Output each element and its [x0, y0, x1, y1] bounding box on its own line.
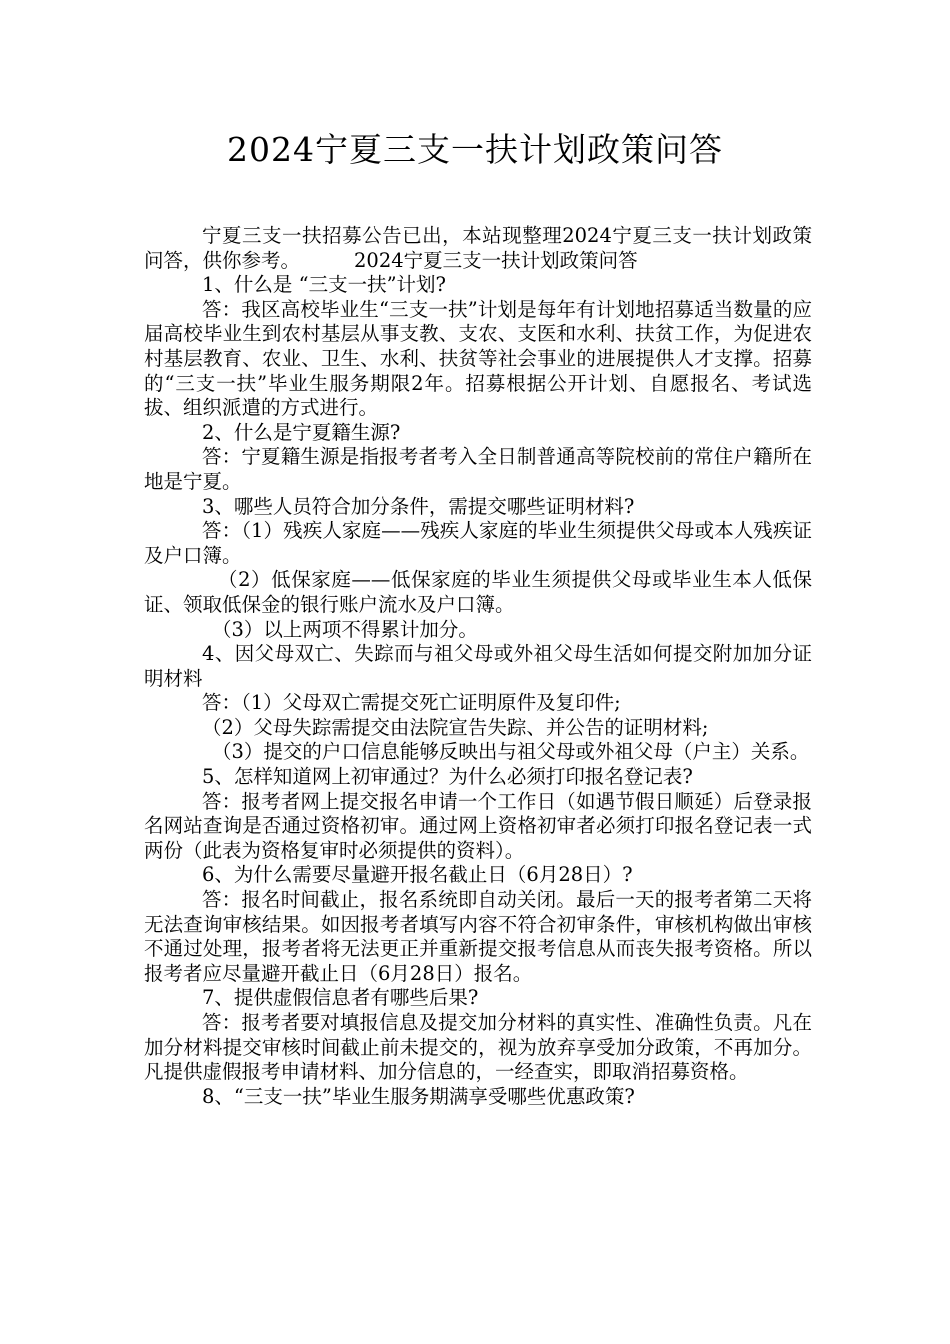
question-5: 5、怎样知道网上初审通过？为什么必须打印报名登记表?	[202, 765, 693, 789]
answer-3-item-2: （2）低保家庭——低保家庭的毕业生须提供父母或毕业生本人低保证、领取低保金的银行账户流水及户口簿。	[144, 568, 812, 616]
answer-3-item-3: （3）以上两项不得累计加分。	[212, 617, 478, 641]
intro-text: 宁夏三支一扶招募公告已出，本站现整理2024宁夏三支一扶计划政策问答，供你参考。	[144, 224, 812, 272]
answer-5: 答：报考者网上提交报名申请一个工作日（如遇节假日顺延）后登录报名网站查询是否通过资格初审。通过网上资格初审者必须打印报名登记表一式两份（此表为资格复审时必须提供的资料）。	[144, 789, 812, 862]
answer-6: 答：报名时间截止，报名系统即自动关闭。最后一天的报考者第二天将无法查询审核结果。如因报考者填写内容不符合初审条件，审核机构做出审核不通过处理，报考者将无法更正并重新提交报考信息从而丧失报考资格。所以报考者应尽量避开截止日（6月28日）报名。	[144, 888, 812, 985]
question-7: 7、提供虚假信息者有哪些后果?	[202, 986, 479, 1010]
answer-1: 答：我区高校毕业生“三支一扶”计划是每年有计划地招募适当数量的应届高校毕业生到农村基层从事支教、支农、支医和水利、扶贫工作，为促进农村基层教育、农业、卫生、水利、扶贫等社会事业的进展提供人才支撑。招募的“三支一扶”毕业生服务期限2年。招募根据公开计划、自愿报名、考试选拔、组织派遣的方式进行。	[144, 297, 812, 420]
answer-4-item-1: 答：（1）父母双亡需提交死亡证明原件及复印件;	[202, 691, 621, 715]
question-1: 1、什么是 “三支一扶”计划?	[202, 273, 446, 297]
question-8: 8、“三支一扶”毕业生服务期满享受哪些优惠政策?	[202, 1084, 635, 1108]
question-3: 3、哪些人员符合加分条件，需提交哪些证明材料?	[202, 494, 635, 518]
answer-3-item-1: 答：（1）残疾人家庭——残疾人家庭的毕业生须提供父母或本人残疾证及户口簿。	[144, 519, 812, 567]
answer-2: 答：宁夏籍生源是指报考者考入全日制普通高等院校前的常住户籍所在地是宁夏。	[144, 445, 812, 493]
page-title: 2024宁夏三支一扶计划政策问答	[227, 130, 723, 169]
intro-paragraph	[144, 224, 812, 273]
answer-4-item-3: （3）提交的户口信息能够反映出与祖父母或外祖父母（户主）关系。	[212, 740, 810, 764]
question-6: 6、为什么需要尽量避开报名截止日（6月28日）?	[202, 863, 633, 887]
question-4: 4、因父母双亡、失踪而与祖父母或外祖父母生活如何提交附加加分证明材料	[144, 642, 812, 690]
answer-7: 答：报考者要对填报信息及提交加分材料的真实性、准确性负责。凡在加分材料提交审核时间截止前未提交的，视为放弃享受加分政策，不再加分。凡提供虚假报考申请材料、加分信息的，一经查实，即取消招募资格。	[144, 1011, 812, 1084]
question-2: 2、什么是宁夏籍生源?	[202, 420, 401, 444]
answer-4-item-2: （2）父母失踪需提交由法院宣告失踪、并公告的证明材料;	[202, 715, 709, 739]
document-body	[144, 224, 812, 1109]
intro-heading-text: 2024宁夏三支一扶计划政策问答	[354, 248, 638, 272]
